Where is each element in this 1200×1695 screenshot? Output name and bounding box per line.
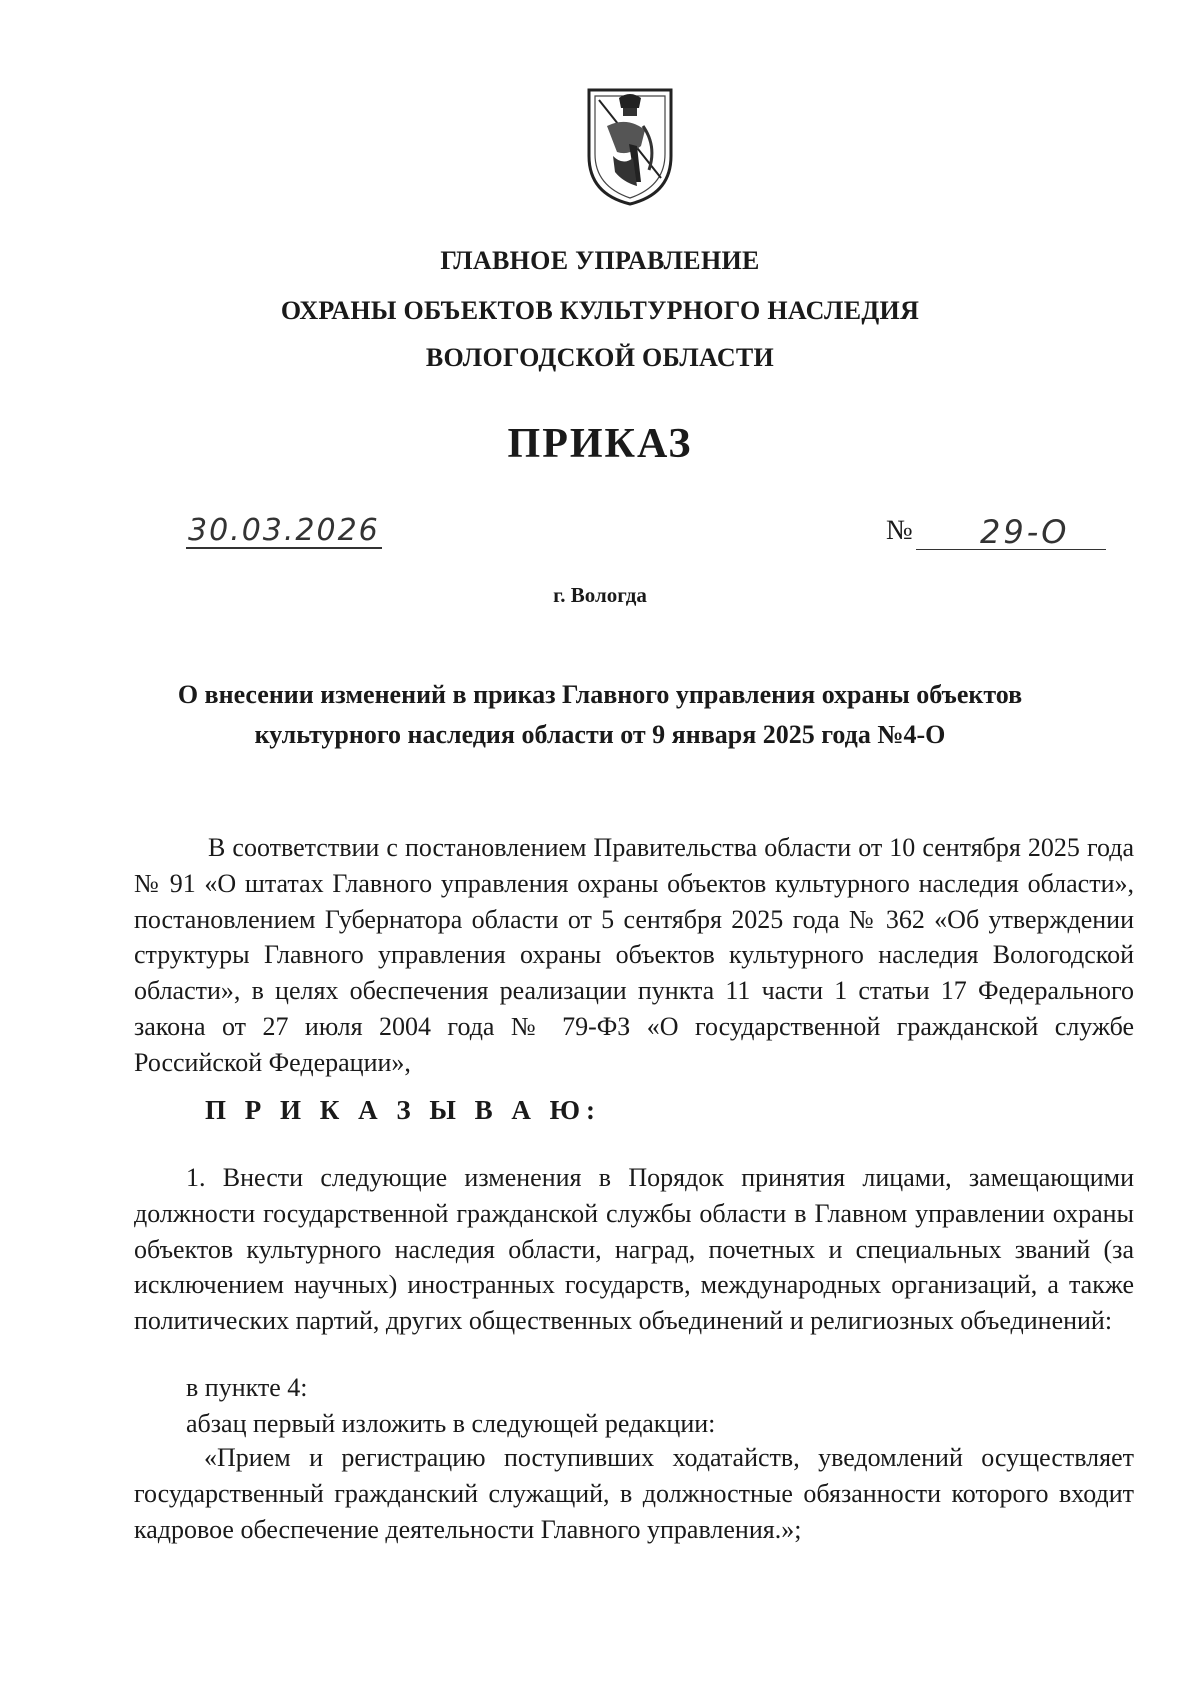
org-name-line-2: ОХРАНЫ ОБЪЕКТОВ КУЛЬТУРНОГО НАСЛЕДИЯ [280, 296, 920, 325]
document-number [886, 513, 1070, 551]
org-name-line-1: ГЛАВНОЕ УПРАВЛЕНИЕ [440, 246, 760, 275]
coat-of-arms-icon [583, 86, 677, 208]
number-sign: № [886, 515, 913, 546]
preamble-paragraph: В соответствии с постановлением Правительства области от 10 сентября 2025 года № 91 «О штатах Главного управления охраны объектов культурного наследия области», постановлением Губернатора области от 5 сентября 2025 года № 362 «Об утверждении структуры Главного управления охраны объектов культурного наследия Вологодской области», в целях обеспечения реализации пункта 11 части 1 статьи 17 Федерального закона от 27 июля 2004 года № 79-ФЗ «О государственной гражданской службе Российской Федерации», [134, 833, 1134, 1077]
item-1-point: в пункте 4: [186, 1373, 308, 1402]
order-verb: П Р И К А З Ы В А Ю: [205, 1095, 601, 1125]
org-name-line-3: ВОЛОГОДСКОЙ ОБЛАСТИ [425, 343, 775, 372]
document-date: 30.03.2026 [188, 513, 380, 548]
city-line: г. Вологда [553, 583, 647, 607]
item-1-quote: «Прием и регистрацию поступивших ходатайств, уведомлений осуществляет государственный гражданский служащий, в должностные обязанности которого входит кадровое обеспечение деятельности Главного управления.»; [134, 1443, 1134, 1544]
order-subject: О внесении изменений в приказ Главного управления охраны объектов культурного наследия области от 9 января 2025 года №4-О [177, 680, 1023, 749]
document-type-title: ПРИКАЗ [507, 421, 693, 467]
item-1-paragraph-instruction: абзац первый изложить в следующей редакции: [186, 1409, 716, 1438]
item-1-paragraph: 1. Внести следующие изменения в Порядок принятия лицами, замещающими должности государственной гражданской службы области в Главном управлении охраны объектов культурного наследия области, наград, почетных и специальных званий (за исключением научных) иностранных государств, международных организаций, а также политических партий, других общественных объединений и религиозных объединений: [134, 1163, 1134, 1336]
number-value: 29-О [916, 515, 1106, 550]
